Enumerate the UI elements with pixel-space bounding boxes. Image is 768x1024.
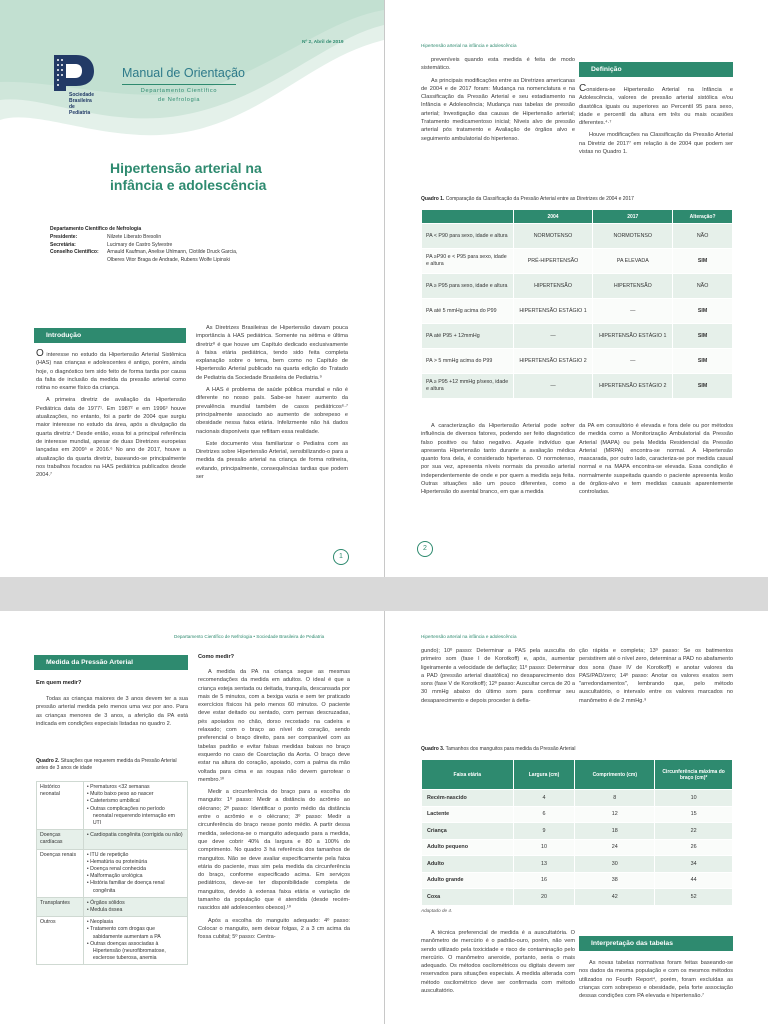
quadro-3-cell: 12: [575, 806, 655, 823]
page-number-1: 1: [333, 549, 349, 565]
quadro-3-cell: 22: [655, 823, 733, 840]
quadro-3-column-header: Circunferência máxima do braço (cm)*: [655, 760, 733, 790]
bullet-icon: •: [86, 919, 91, 926]
paragraph: As Diretrizes Brasileiras de Hipertensão davam pouca importância à HAS pediátrica. Somente na sétima e última diretriz⁸ é que houve um Capítulo dedicado exclusivamente à faixa etária pediátrica, tendo sido feita completa explanação sobre o tema, bem como no Capítulo de Hipertensão Arterial publicado na quarta edição do Tratado de Pediatria da Sociedade Brasileira de Pediatria.⁹: [196, 325, 348, 381]
quadro-2-category: Doenças renais: [37, 849, 84, 897]
quadro-2-item: • Tratamento com drogas que sabidamente aumentam a PA: [86, 926, 161, 940]
quadro-1-header-row: [422, 210, 733, 224]
quadro-3-cell: 4: [513, 790, 575, 807]
quadro-1-cell: HIPERTENSÃO: [593, 274, 673, 299]
quadro-1-cell: NÃO: [673, 224, 733, 249]
quadro-3-row: [422, 872, 733, 889]
paragraph: Houve modificações na Classificação da Pressão Arterial na Diretriz de 2017⁷ em relação à de 2004 que podem ser vistas no Quadro 1.: [579, 132, 733, 156]
quadro-3-label: Quadro 3.: [421, 746, 445, 752]
bullet-icon: •: [86, 858, 91, 865]
quadro-3-cell: 44: [655, 872, 733, 889]
bullet-icon: •: [86, 907, 91, 914]
quadro-2-item: • Medula óssea: [86, 907, 123, 914]
quadro-3-cell: 20: [513, 889, 575, 906]
quadro-3-cell: Recém-nascido: [422, 790, 514, 807]
quadro-1-cell: SIM: [673, 374, 733, 399]
quadro-2-item: • Muito baixo peso ao nascer: [86, 791, 154, 798]
page2-bottom-right: [579, 422, 733, 501]
credits-block: [50, 226, 237, 265]
quadro-2-item: • Prematuros <32 semanas: [86, 784, 150, 790]
quadro-1-cell: NORMOTENSO: [513, 224, 593, 249]
quadro-3-cell: 10: [513, 839, 575, 856]
quadro-3-cell: 34: [655, 856, 733, 873]
quadro-3-column-header: Largura (cm): [513, 760, 575, 790]
issue-label: Nº 2, Abril de 2019: [302, 40, 344, 45]
paragraph: Medir a circunferência do braço para a escolha do manguito: 1º passo: Medir a distância do acrômio ao olécrano; 2º passo: Identificar o ponto médio da distância entre o acrômio e o olécrano; 3º passo: Medir a circunferência do braço nesse ponto médio. A partir dessa medida, seleciona-se o manguito adequado para a medida, que deve cobrir 40% da largura e 80 a 100% do comprimento. No quadro 3 há referência dos tamanhos de manguitos. Não se deve avaliar especificamente pela faixa etária do paciente, mas sim pela medida da circunferência do braço, conforme especificado acima. Em serviços pediátricos, deve-se ter disponibilidade completa de manguitos, devido à extensa faixa etária e variação de tamanho da população que é atendida (desde recém-nascidos até adolescentes obesos).¹⁰: [198, 789, 350, 912]
quadro-2-item: • Cardiopatia congênita (corrigida ou não): [86, 832, 183, 839]
credit-row: [50, 234, 237, 242]
credit-label: Conselho Científico:: [50, 249, 99, 256]
bullet-icon: •: [86, 784, 91, 790]
quadro-2-item: • Outras complicações no período neonatal requerendo internação em UTI: [86, 805, 176, 827]
credits-list: [50, 234, 237, 265]
quadro-3-cell: 16: [513, 872, 575, 889]
quadro-1-cell: PA até P95 + 12mmHg: [422, 324, 514, 349]
quadro-1-table: [421, 209, 733, 399]
credit-value: Lucimary de Castro Sylvestre: [107, 241, 173, 248]
quadro-1-row: [422, 274, 733, 299]
page-1: [0, 0, 384, 577]
quadro-3-column-header: Comprimento (cm): [575, 760, 655, 790]
quadro-2-row: [37, 830, 188, 849]
logo-text-1: Sociedade: [69, 92, 95, 98]
quadro-1-row: [422, 349, 733, 374]
quadro-1-row: [422, 224, 733, 249]
quadro-1-cell: SIM: [673, 249, 733, 274]
quadro-3-row: [422, 806, 733, 823]
quadro-3-cell: 52: [655, 889, 733, 906]
quadro-3-cell: Coxa: [422, 889, 514, 906]
paragraph: A primeira diretriz de avaliação da Hipertensão Pediátrica data de 1977¹. Em 1987² e em 1996³ houve atualizações, no entanto, foi a partir de 2004 que surgiu maior interesse no estudo da área, após a divulgação da quarta diretriz.⁴ Desde então, essa foi a principal referência de interesse mundial, apesar de duas Diretrizes europeias lançadas em 2009⁵ e 2016.⁶ No ano de 2017, houve a atualização da quarta diretriz, baseando-se principalmente nos trabalhos focados na HAS pediátrica publicados desde 2004.⁷: [36, 397, 186, 479]
intro-section-heading: Introdução: [34, 328, 186, 343]
quadro-3-cell: Adulto: [422, 856, 514, 873]
quadro-2-item: • Malformação urológica: [86, 873, 143, 880]
quadro-3-cell: Adulto pequeno: [422, 839, 514, 856]
quadro-2-category: Histórico neonatal: [37, 782, 84, 830]
quadro-2-item: • Outras doenças associadas à Hipertensão (neurofibromatose, esclerose tuberosa, anemia: [86, 940, 166, 962]
subhead-who: Em quem medir?: [36, 680, 82, 686]
bullet-icon: •: [86, 940, 91, 947]
quadro-2-label: Quadro 2.: [36, 758, 60, 764]
quadro-1-cell: HIPERTENSÃO ESTÁGIO 2: [593, 374, 673, 399]
quadro-1-cell: —: [513, 374, 593, 399]
credit-value: Olberes Vitor Braga de Andrade, Rubens Wolfe Lipinski: [107, 257, 230, 264]
quadro-1-cell: PA > 5 mmHg acima do P99: [422, 349, 514, 374]
logo-text-2: Brasileira: [69, 98, 92, 104]
quadro-3-cell: 42: [575, 889, 655, 906]
quadro-1-column-header: [422, 210, 514, 224]
logo-text-3: de Pediatria: [69, 104, 91, 116]
title-line-1: Hipertensão arterial na: [110, 160, 262, 176]
intro-left-column: [36, 350, 186, 483]
quadro-1-cell: NORMOTENSO: [593, 224, 673, 249]
quadro-1-cell: SIM: [673, 324, 733, 349]
quadro-3-cell: 30: [575, 856, 655, 873]
running-head: Hipertensão arterial na infância e adolescência: [421, 43, 517, 48]
quadro-3-cell: 9: [513, 823, 575, 840]
bullet-icon: •: [86, 899, 91, 906]
quadro-1-cell: —: [593, 299, 673, 324]
quadro-2-row: [37, 897, 188, 916]
quadro-3-title: Tamanhos dos manguitos para medida da Pressão Arterial: [445, 746, 576, 752]
header-rule: [122, 84, 236, 85]
quadro-1-cell: NÃO: [673, 274, 733, 299]
credit-label: Secretária:: [50, 241, 76, 248]
quadro-2-items: [83, 917, 187, 965]
quadro-1-row: [422, 374, 733, 399]
department-line-2: de Nefrologia: [157, 97, 201, 103]
quadro-1-cell: PA até 5 mmHg acima do P99: [422, 299, 514, 324]
quadro-3-cell: 8: [575, 790, 655, 807]
page-2: [384, 0, 768, 577]
bullet-icon: •: [86, 851, 91, 858]
bullet-icon: •: [86, 805, 91, 812]
quadro-3-cell: 6: [513, 806, 575, 823]
quadro-2-category: Doenças cardíacas: [37, 830, 84, 849]
quadro-3-cell: 10: [655, 790, 733, 807]
page-3: [0, 611, 384, 1024]
quadro-1-cell: HIPERTENSÃO: [513, 274, 593, 299]
quadro-1-cell: PA < P90 para sexo, idade e altura: [422, 224, 514, 249]
quadro-3-cell: 26: [655, 839, 733, 856]
interpretation-text: As novas tabelas normativas foram feitas baseando-se nos dados da mesma população e com os mesmos métodos utilizados no Fourth Report⁴, porém, foram excluídas as crianças com sobrepeso e obesidade, pela forte associação dessas condições com PA elevada e hipertensão.⁷: [579, 960, 733, 1000]
quadro-3-cell: 38: [575, 872, 655, 889]
quadro-3-table: [421, 759, 733, 906]
quadro-1-column-header: 2004: [513, 210, 593, 224]
page4-right-text: ção rápida e completa; 13º passo: Se os batimentos persistirem até o nível zero, determinar a PAD no abafamento dos sons (fase IV de Korotkoff) e anotar valores da PAS/PAD/zero; 14º passo: Anotar os valores exatos sem "arredondamentos", lembrando que, pelo método auscultatório, o intervalo entre os valores marcados no manômetro é de 2 mmHg.⁹: [579, 648, 733, 704]
quadro-3-cell: 24: [575, 839, 655, 856]
quadro-3-cell: Criança: [422, 823, 514, 840]
how-text: [198, 668, 350, 946]
quadro-3-cell: Adulto grande: [422, 872, 514, 889]
quadro-2-category: Transplantes: [37, 897, 84, 916]
paragraph: A medida da PA na criança segue as mesmas recomendações da medida em adultos. O ideal é que a criança esteja sentada ou deitada, tranquila, descansada por mais de 5 minutos, com a bexiga vazia e sem ter praticado exercícios físicos há pelo menos 60 minutos. O paciente deve estar deitado ou sentado, com pernas descruzadas, pés apoiados no chão, dorso recostado na cadeira e relaxado; com o braço ao nível do coração, sendo preferencial o braço direito, para ser comparável com as tabelas padrão e evitar falsas medidas baixas no braço esquerdo no caso de Coarctação da Aorta. O braço deve estar na altura do coração, apoiado, com a palma da mão voltada para cima e as roupas não devem garrotear o membro.¹⁰: [198, 669, 350, 783]
quadro-2-caption: [36, 758, 186, 772]
quadro-1-cell: HIPERTENSÃO ESTÁGIO 1: [593, 324, 673, 349]
paragraph: preveníveis quando esta medida é feita de modo sistemático.: [421, 57, 575, 72]
quadro-2-title: Situações que requerem medida da Pressão Arterial antes de 3 anos de idade: [36, 758, 177, 771]
quadro-1-row: [422, 324, 733, 349]
drop-cap: O: [36, 348, 44, 359]
quadro-3-row: [422, 889, 733, 906]
quadro-1-label: Quadro 1.: [421, 196, 445, 202]
quadro-3-cell: 18: [575, 823, 655, 840]
credit-label: Presidente:: [50, 233, 78, 240]
quadro-3-cell: Lactente: [422, 806, 514, 823]
who-text: Todas as crianças maiores de 3 anos devem ter a sua pressão arterial medida pelo menos uma vez por ano. Para as crianças menores de 3 anos, a aferição da PA está indicada em condições especiais listadas no quadro 2.: [36, 696, 188, 727]
page2-left-column: [421, 56, 575, 147]
quadro-2-row: [37, 782, 188, 830]
paragraph: A HAS é problema de saúde pública mundial e não é diferente no nosso país. Sabe-se haver aumento da prevalência mundial também de casos pediátricos⁶·⁷ principalmente associado ao aumento de sobrepeso e obesidade nessa faixa etária. Infelizmente não há dados nacionais disponíveis que reflitam essa realidade.: [196, 387, 348, 435]
paragraph: Após a escolha do manguito adequado: 4º passo: Colocar o manguito, sem deixar folgas, 2 a 3 cm acima da fossa cubital; 5º passo: Centra-: [198, 917, 350, 941]
quadro-3-header-row: [422, 760, 733, 790]
quadro-1-caption: [421, 196, 741, 203]
quadro-1-column-header: Alteração?: [673, 210, 733, 224]
paragraph: da PA em consultório é elevada e fora dele ou por métodos de medida como a Monitorização Ambulatorial da Pressão Arterial (MAPA) ou pela Medida Residencial da Pressão Arterial (MRPA) encontra-se normal. A Hipertensão mascarada, por outro lado, caracteriza-se por medida casual normal e na MAPA encontra-se elevada. Essa condição é normalmente suspeitada quando o paciente apresenta lesão de órgãos-alvo e tem medidas casuais aparentemente controladas.: [579, 423, 733, 496]
bullet-icon: •: [86, 791, 91, 798]
subhead-how: Como medir?: [198, 654, 235, 660]
credit-value: Nilzete Liberato Bresolin: [107, 233, 162, 240]
page-number-2: 2: [417, 541, 433, 557]
intro-right-column: [196, 324, 348, 485]
quadro-3-note: Adaptado de 4.: [421, 908, 453, 913]
credit-row: [50, 257, 237, 265]
bullet-icon: •: [86, 798, 91, 805]
quadro-1-row: [422, 249, 733, 274]
quadro-3-row: [422, 839, 733, 856]
paragraph: As principais modificações entre as Diretrizes americanas de 2004 e de 2017 foram: Mudança na nomenclatura e na Classificação da Pressão Arterial e seu estadiamento na Infância e Adolescência; Mudança nas tabelas de pressão arterial; Investigação das causas de Hipertensão arterial; Tratamento medicamentoso inicial; Níveis alvo de pressão arterial pós tratamento e Avaliação de órgãos alvo e seguimento ambulatorial do hipertenso.: [421, 77, 575, 142]
bullet-icon: •: [86, 832, 91, 839]
title-line-2: infância e adolescência: [110, 177, 267, 193]
quadro-1-title: Comparação da Classificação da Pressão Arterial entre as Diretrizes de 2004 e 2017: [445, 196, 634, 202]
credit-value: Arnauld Kaufman, Anelise Uhlmann, Clotilde Druck Garcia,: [107, 249, 238, 256]
quadro-3-row: [422, 856, 733, 873]
manual-title: Manual de Orientação: [122, 66, 245, 80]
quadro-3-row: [422, 823, 733, 840]
definition-heading: Definição: [579, 62, 733, 77]
bullet-icon: •: [86, 926, 90, 933]
quadro-3-cell: 13: [513, 856, 575, 873]
page4-bottom-left: A técnica preferencial de medida é a auscultatória. O manômetro de mercúrio é o padrão-ouro, porém, não vem sendo utilizado pela toxicidade e risco de contaminação pelo mercúrio. O manômetro aneroide, portanto, seria o mais adequado. Os métodos oscilométricos ou digitais devem ser reservados para situações especiais. A medida alterada com método oscilométrico deve ser confirmada com método auscultatório.: [421, 930, 575, 995]
quadro-2-row: [37, 917, 188, 965]
paragraph: O interesse no estudo da Hipertensão Arterial Sistêmica (HAS) nas crianças e adolescentes é antigo, porém, ainda hoje, o diagnóstico tem sido feito de forma tardia por causa da falta de inclusão da medida da pressão arterial como rotina no exame físico da criança.: [36, 348, 186, 392]
page4-left-text: gundo); 10º passo: Determinar a PAS pela ausculta do primeiro som (fase I de Korotkoff) e, após, aumentar ligeiramente a velocidade de deflação; 11º passo: Determinar a PAD (pressão arterial diastólica) no desaparecimento dos sons (fase V de Korotkoff); 12º passo: Auscultar cerca de 20 a 30 mmHg abaixo do último som para confirmar seu desaparecimento e depois proceder à defla-: [421, 648, 575, 704]
quadro-1-row: [422, 299, 733, 324]
paragraph: Considera-se Hipertensão Arterial na Infância e Adolescência, valores de pressão arterial sistólica e/ou diastólica iguais ou superiores ao Percentil 95 para sexo, idade e percentil da altura em três ou mais ocasiões diferentes.⁴·⁷: [579, 83, 733, 127]
quadro-2-table: [36, 781, 188, 965]
quadro-2-items: [83, 849, 187, 897]
paragraph: Este documento visa familiarizar o Pediatra com as Diretrizes sobre Hipertensão Arterial, sensibilizando-o para a medida da pressão arterial na criança de forma rotineira, evitando, principalmente, consequências tardias que podem ser: [196, 440, 348, 481]
drop-cap: C: [579, 83, 587, 94]
quadro-1-cell: —: [593, 349, 673, 374]
page-4: [384, 611, 768, 1024]
quadro-2-items: [83, 782, 187, 830]
running-head: Departamento Científico de Nefrologia • Sociedade Brasileira de Pediatria: [174, 634, 325, 639]
quadro-1-cell: SIM: [673, 349, 733, 374]
quadro-2-item: • Cateterismo umbilical: [86, 798, 140, 805]
quadro-2-row: [37, 849, 188, 897]
quadro-2-item: • História familiar de doença renal congênita: [86, 880, 165, 894]
sbp-logo: [50, 52, 96, 116]
definition-text: [579, 85, 733, 160]
quadro-3-cell: 15: [655, 806, 733, 823]
quadro-1-cell: HIPERTENSÃO ESTÁGIO 1: [513, 299, 593, 324]
quadro-2-category: Outros: [37, 917, 84, 965]
interpretation-heading: Interpretação das tabelas: [579, 936, 733, 951]
quadro-3-caption: [421, 746, 733, 753]
quadro-2-items: [83, 897, 187, 916]
pressure-measurement-heading: Medida da Pressão Arterial: [34, 655, 188, 670]
quadro-3-column-header: Faixa etária: [422, 760, 514, 790]
credit-row: [50, 242, 237, 250]
quadro-2-items: [83, 830, 187, 849]
credits-heading: Departamento Científico de Nefrologia: [50, 226, 142, 232]
quadro-1-cell: PA ≥ P95 +12 mmHg p/sexo, idade e altura: [422, 374, 514, 399]
quadro-2-item: • Doença renal conhecida: [86, 866, 147, 873]
quadro-1-cell: SIM: [673, 299, 733, 324]
quadro-2-item: • ITU de repetição: [86, 851, 129, 858]
document-title: [110, 160, 266, 194]
quadro-1-cell: PRÉ-HIPERTENSÃO: [513, 249, 593, 274]
quadro-1-cell: PA ≥ P95 para sexo, idade e altura: [422, 274, 514, 299]
quadro-1-cell: —: [513, 324, 593, 349]
quadro-1-column-header: 2017: [593, 210, 673, 224]
page2-bottom-left: [421, 422, 575, 501]
quadro-2-item: • Hematúria ou proteinúria: [86, 858, 148, 865]
running-head: Hipertensão arterial na infância e adolescência: [421, 634, 517, 639]
bullet-icon: •: [86, 880, 91, 887]
sbp-logo-mark-icon: [50, 52, 96, 92]
quadro-2-item: • Órgãos sólidos: [86, 899, 125, 906]
quadro-1-cell: HIPERTENSÃO ESTÁGIO 2: [513, 349, 593, 374]
quadro-1-cell: PA ELEVADA: [593, 249, 673, 274]
quadro-2-item: • Neoplasia: [86, 919, 114, 926]
department-line-1: Departamento Científico: [140, 88, 218, 94]
bullet-icon: •: [86, 866, 91, 873]
quadro-3-row: [422, 790, 733, 807]
bullet-icon: •: [86, 873, 91, 880]
quadro-1-cell: PA ≥P90 e < P95 para sexo, idade e altura: [422, 249, 514, 274]
credit-row: [50, 249, 237, 257]
credit-label: [50, 257, 107, 265]
paragraph: A caracterização da Hipertensão Arterial pode sofrer influência de diversos fatores, podendo ser feito diagnóstico falso positivo ou falso negativo. Aquele indivíduo que apresenta Hipertensão tanto durante a avaliação médica quanto fora dela, é considerado hipertenso. O normotenso, por sua vez, apresenta níveis normais da pressão arterial independentemente de onde e por quem a medida seja feita. Outras situações são um pouco diferentes, como a Hipertensão do avental branco, em que a medida: [421, 423, 575, 496]
